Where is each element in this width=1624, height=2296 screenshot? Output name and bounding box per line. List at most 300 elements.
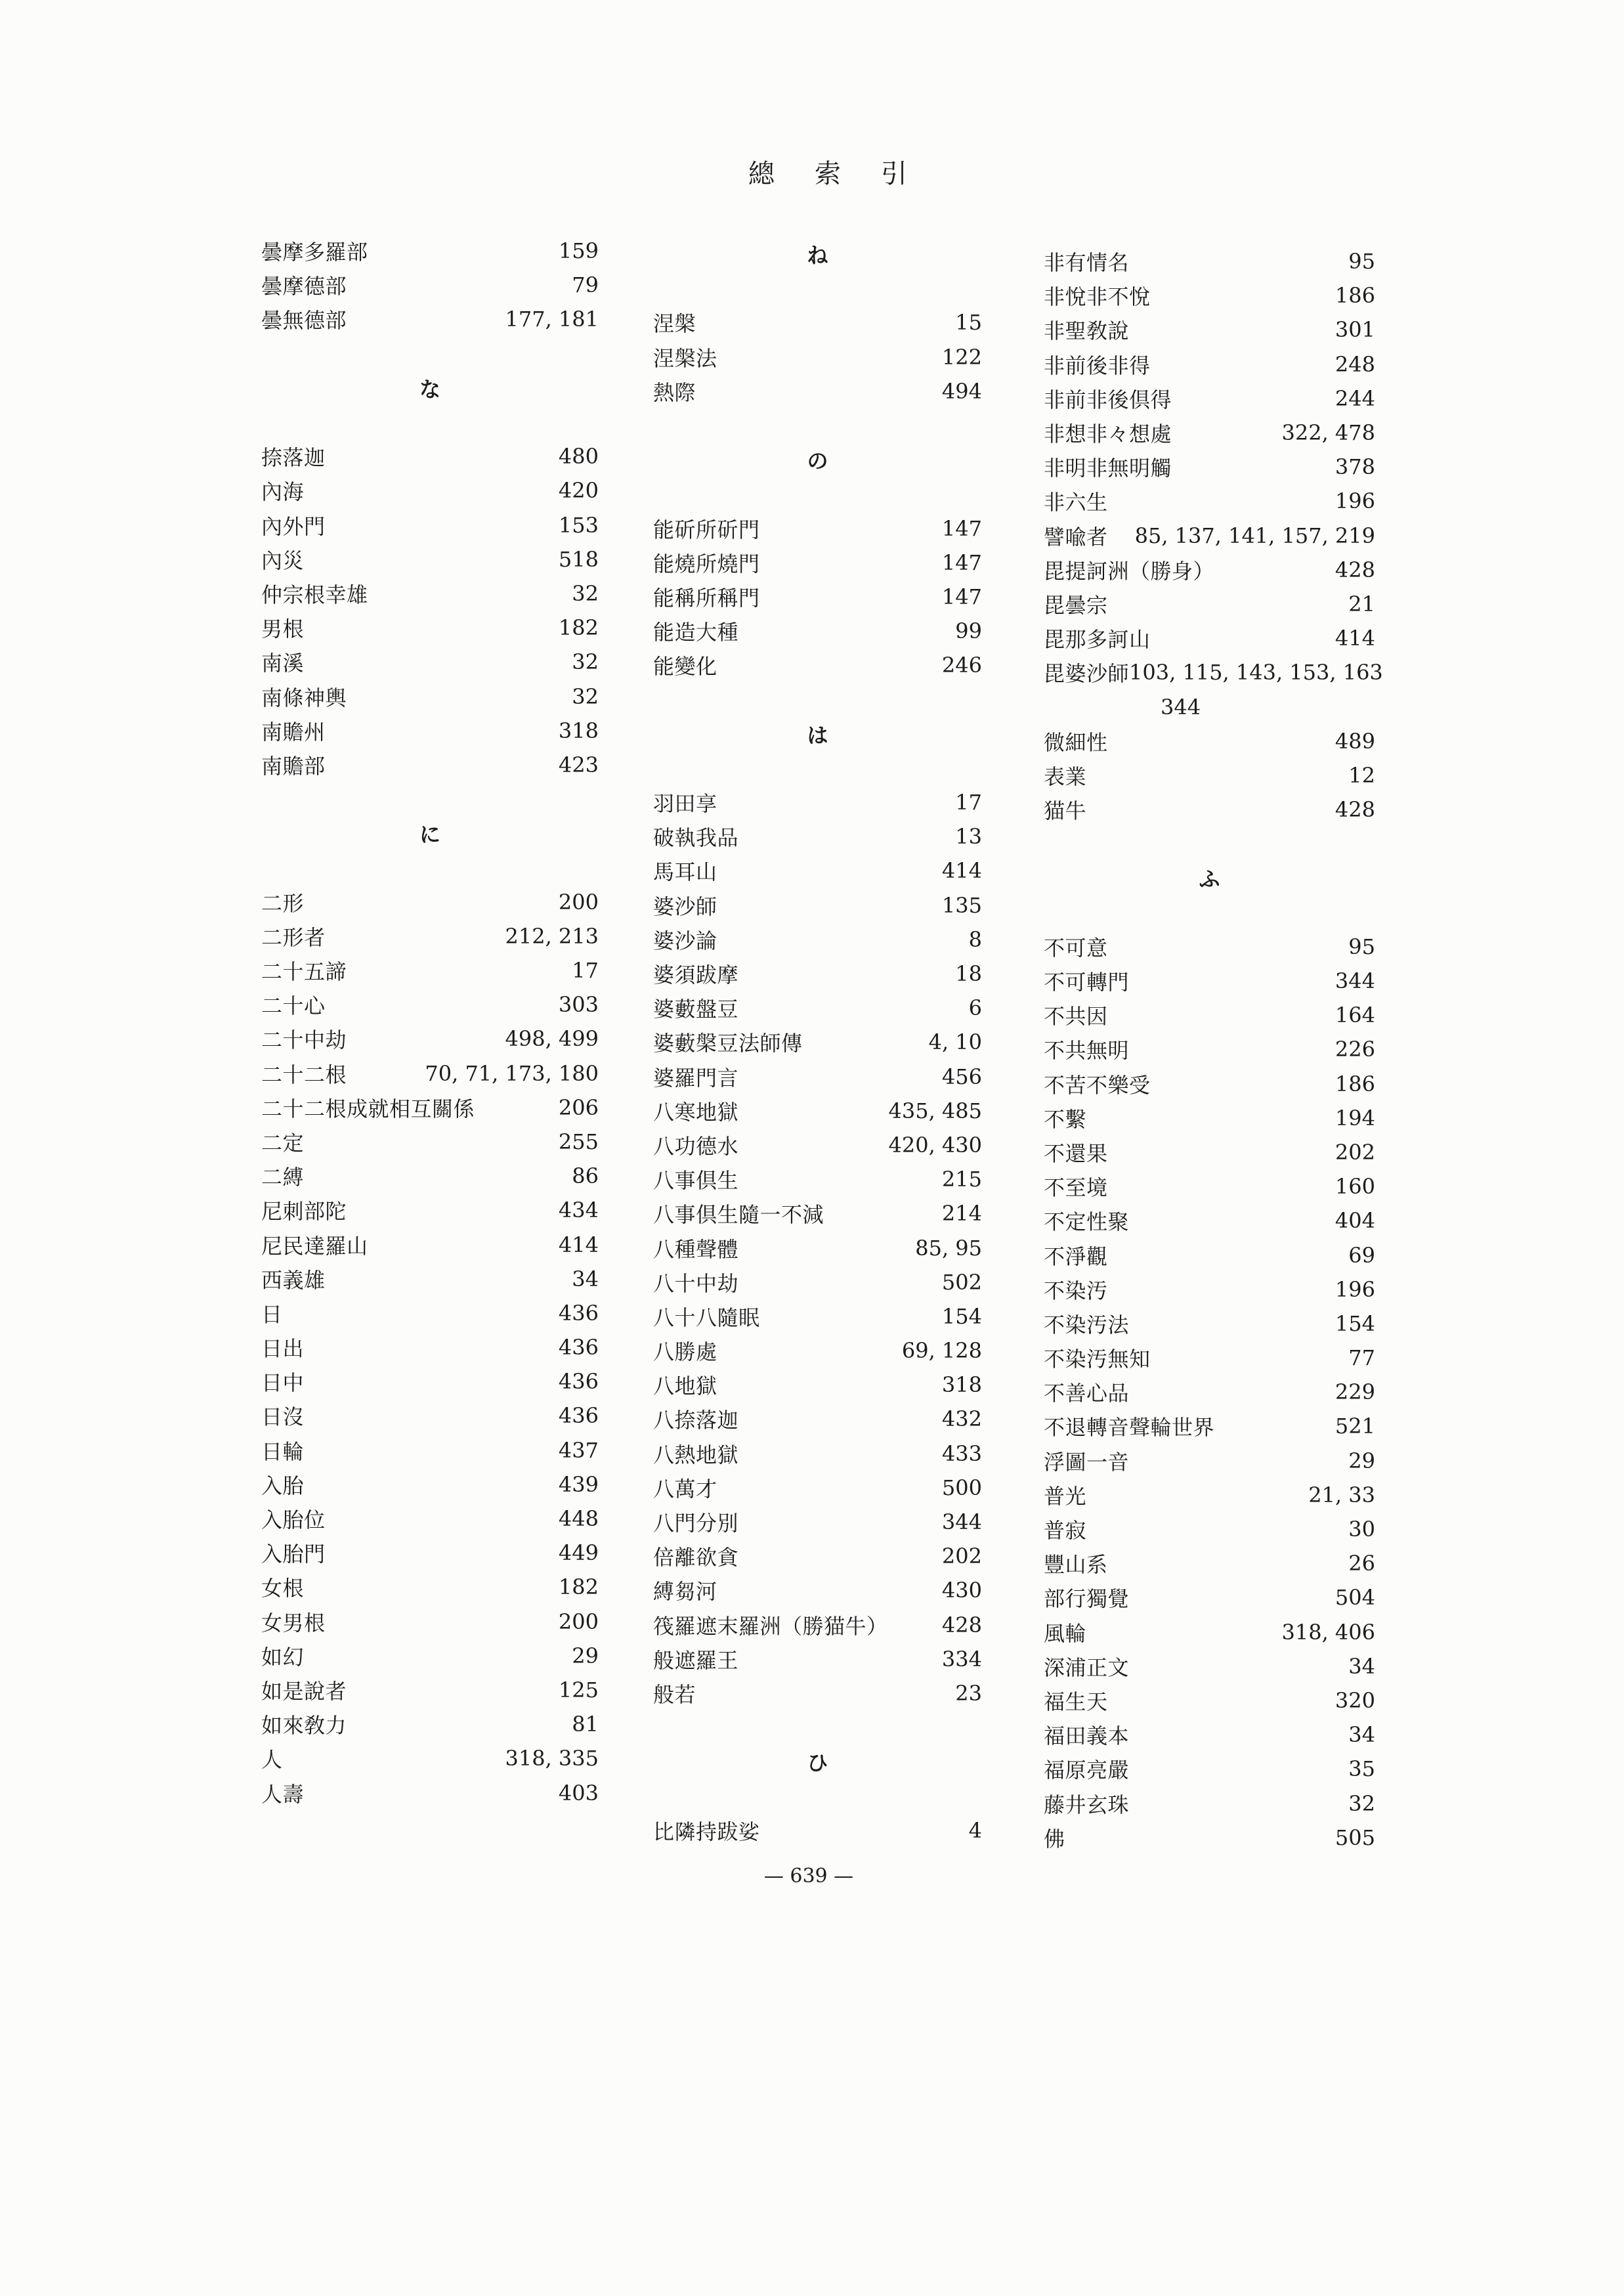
index-page-refs: 177, 181 <box>505 307 599 332</box>
index-entry <box>261 234 599 268</box>
index-entry <box>653 1094 982 1128</box>
index-page-refs: 26 <box>1348 1551 1375 1576</box>
index-term: 普寂 <box>1044 1518 1087 1544</box>
index-page-refs: 18 <box>955 961 982 987</box>
index-entry <box>653 957 982 991</box>
index-page-refs: 212, 213 <box>505 923 599 949</box>
index-page-refs: 318, 335 <box>505 1746 599 1771</box>
index-entry <box>1044 1238 1375 1272</box>
index-entry <box>653 922 982 957</box>
index-entry <box>261 1330 599 1364</box>
index-term: 倍離欲貪 <box>653 1545 739 1570</box>
index-page-refs: 99 <box>955 618 982 644</box>
index-page-refs: 215 <box>941 1167 982 1192</box>
index-term: 八種聲體 <box>653 1236 739 1262</box>
index-page-refs: 480 <box>558 444 599 469</box>
index-term: 馬耳山 <box>653 859 717 885</box>
index-term: 八功德水 <box>653 1133 739 1159</box>
index-entry <box>261 714 599 748</box>
index-entry <box>653 1573 982 1607</box>
index-entry <box>261 1193 599 1227</box>
index-entry <box>1044 1718 1375 1752</box>
index-term: 八熱地獄 <box>653 1442 739 1467</box>
index-entry <box>261 1775 599 1809</box>
index-term: 二定 <box>261 1130 305 1156</box>
index-term: 曇摩德部 <box>261 274 347 299</box>
index-page-refs: 423 <box>558 752 599 777</box>
index-page-refs: 17 <box>572 958 599 984</box>
index-entry <box>653 1437 982 1471</box>
index-entry <box>653 1333 982 1368</box>
index-term: 涅槃 <box>653 311 696 337</box>
index-term: 二十心 <box>261 993 326 1019</box>
index-page-refs: 34 <box>1348 1653 1375 1679</box>
index-page-refs: 21, 33 <box>1308 1482 1375 1507</box>
index-term: 尼刺部陀 <box>261 1199 347 1224</box>
index-term: 婆藪盤豆 <box>653 997 739 1022</box>
index-page-refs: 95 <box>1348 934 1375 959</box>
index-page-refs: 436 <box>558 1369 599 1395</box>
index-page-refs: 196 <box>1335 1276 1375 1302</box>
index-term: 不苦不樂受 <box>1044 1072 1151 1098</box>
index-term: 毘提訶洲（勝身） <box>1044 558 1215 584</box>
index-page-refs: 34 <box>572 1266 599 1291</box>
index-page-refs: 95 <box>1348 249 1375 274</box>
index-term: 二十二根 <box>261 1062 347 1087</box>
index-term: 西義雄 <box>261 1267 326 1293</box>
index-term: 不共無明 <box>1044 1038 1130 1064</box>
index-entry <box>1044 1786 1375 1820</box>
index-page-refs: 32 <box>572 683 599 709</box>
index-page-refs: 86 <box>572 1163 599 1189</box>
index-entry <box>653 546 982 580</box>
index-page-refs: 164 <box>1335 1003 1375 1028</box>
index-page-refs: 147 <box>941 550 982 575</box>
index-page-refs: 69, 128 <box>901 1338 982 1364</box>
index-page-refs: 147 <box>941 515 982 541</box>
index-term: 尼民達羅山 <box>261 1233 368 1259</box>
index-term: 仲宗根幸雄 <box>261 582 368 607</box>
index-entry <box>261 1296 599 1330</box>
index-entry <box>653 1471 982 1505</box>
index-term: 婆沙論 <box>653 928 717 953</box>
index-page-refs: 103, 115, 143, 153, 163 <box>1129 660 1383 685</box>
index-entry <box>1044 1444 1375 1478</box>
index-page-refs: 70, 71, 173, 180 <box>425 1060 599 1086</box>
index-entry <box>653 340 982 374</box>
index-entry <box>653 991 982 1025</box>
index-page-refs: 194 <box>1335 1105 1375 1131</box>
index-term: 如幻 <box>261 1644 305 1670</box>
index-entry <box>653 1402 982 1436</box>
index-entry <box>1044 450 1375 484</box>
index-term: 般遮羅王 <box>653 1647 739 1673</box>
index-term: 不染汚法 <box>1044 1312 1130 1337</box>
index-term: 不淨觀 <box>1044 1244 1108 1269</box>
index-entry <box>1044 1169 1375 1203</box>
index-page-refs: 153 <box>558 512 599 538</box>
index-page-refs: 154 <box>941 1303 982 1329</box>
index-term: 不可轉門 <box>1044 970 1130 995</box>
index-term: 福田義本 <box>1044 1723 1130 1749</box>
index-page-refs: 4 <box>968 1817 982 1843</box>
index-term: 藤井玄珠 <box>1044 1792 1130 1817</box>
index-page-refs: 229 <box>1335 1379 1375 1405</box>
index-term: 二十五諦 <box>261 959 347 985</box>
index-entry <box>1044 244 1375 278</box>
index-term: 能燒所燒門 <box>653 551 760 576</box>
index-entry <box>1044 381 1375 416</box>
index-term: 八寒地獄 <box>653 1099 739 1125</box>
index-page-refs: 122 <box>941 344 982 370</box>
index-entry <box>261 953 599 987</box>
section-heading: ふ <box>1199 867 1220 892</box>
index-page-refs: 12 <box>1348 762 1375 788</box>
index-entry <box>261 268 599 302</box>
index-entry <box>653 614 982 648</box>
index-page-refs: 23 <box>955 1680 982 1706</box>
index-entry <box>261 542 599 576</box>
index-page-refs: 186 <box>1335 283 1375 309</box>
index-term: 非明非無明觸 <box>1044 456 1172 481</box>
index-page-refs: 135 <box>941 892 982 918</box>
section-heading: な <box>419 376 440 402</box>
index-page-refs: 77 <box>1348 1345 1375 1371</box>
index-page-refs: 434 <box>558 1198 599 1223</box>
index-page-refs: 34 <box>1348 1722 1375 1748</box>
index-page-refs: 8 <box>968 926 982 952</box>
index-term: 非有情名 <box>1044 250 1130 276</box>
index-entry <box>653 1196 982 1230</box>
index-page-refs: 502 <box>941 1269 982 1295</box>
index-page-refs: 498, 499 <box>505 1026 599 1052</box>
index-page-refs: 320 <box>1335 1687 1375 1713</box>
index-page-refs: 244 <box>1335 385 1375 411</box>
index-term: 女男根 <box>261 1610 326 1635</box>
index-term: 男根 <box>261 617 305 642</box>
index-term: 二形 <box>261 890 305 916</box>
index-entry <box>653 1608 982 1642</box>
index-entry <box>261 1467 599 1502</box>
index-page-refs: 32 <box>1348 1790 1375 1816</box>
index-page-refs: 4, 10 <box>928 1029 982 1055</box>
index-term: 不繫 <box>1044 1106 1087 1132</box>
row-spacer <box>261 405 599 439</box>
index-page-refs: 147 <box>941 584 982 609</box>
row-spacer <box>653 1779 982 1813</box>
index-page-refs: 521 <box>1335 1414 1375 1439</box>
index-entry <box>261 1536 599 1570</box>
index-entry <box>261 1741 599 1775</box>
index-term: 毘曇宗 <box>1044 592 1108 618</box>
index-term: 八地獄 <box>653 1374 717 1399</box>
index-page-refs: 436 <box>558 1335 599 1360</box>
index-term: 日沒 <box>261 1404 305 1430</box>
index-entry <box>653 1813 982 1848</box>
index-term: 婆沙師 <box>653 894 717 919</box>
index-page-refs: 200 <box>558 1609 599 1634</box>
index-entry <box>653 888 982 922</box>
index-entry <box>1044 792 1375 827</box>
section-heading: ひ <box>807 1750 828 1776</box>
index-page-refs: 433 <box>941 1440 982 1466</box>
index-entry <box>261 919 599 953</box>
index-term: 內外門 <box>261 513 326 539</box>
index-entry <box>1044 621 1375 655</box>
index-page-refs: 436 <box>558 1403 599 1429</box>
index-entry <box>1044 278 1375 313</box>
index-page-refs: 318 <box>558 718 599 743</box>
index-entry <box>261 987 599 1022</box>
index-term: 內海 <box>261 479 305 505</box>
row-spacer <box>653 477 982 511</box>
index-entry <box>1044 1478 1375 1512</box>
index-entry <box>653 1128 982 1162</box>
index-term: 不至境 <box>1044 1175 1108 1201</box>
index-entry <box>1044 313 1375 347</box>
index-page-refs: 448 <box>558 1506 599 1532</box>
index-term: 南贍州 <box>261 719 326 745</box>
index-entry <box>261 1364 599 1398</box>
row-spacer <box>653 271 982 305</box>
index-term: 婆須跋摩 <box>653 963 739 988</box>
index-page-refs: 505 <box>1335 1825 1375 1850</box>
index-term: 南條神輿 <box>261 685 347 710</box>
index-entry <box>653 1505 982 1539</box>
index-term: 捺落迦 <box>261 445 326 471</box>
index-term: 非前非後倶得 <box>1044 387 1172 412</box>
index-page-refs: 428 <box>1335 797 1375 823</box>
index-page-refs: 428 <box>941 1612 982 1637</box>
index-page-refs: 214 <box>941 1201 982 1226</box>
index-entry <box>1044 1580 1375 1614</box>
index-entry <box>261 439 599 473</box>
index-entry <box>261 1227 599 1261</box>
index-term: 不退轉音聲輪世界 <box>1044 1415 1215 1440</box>
index-entry <box>1044 1135 1375 1169</box>
index-term: 羽田享 <box>653 791 717 817</box>
index-entry <box>1044 1615 1375 1649</box>
index-entry <box>261 645 599 679</box>
index-term: 內災 <box>261 548 305 573</box>
index-entry <box>1044 930 1375 964</box>
index-term: 猫牛 <box>1044 798 1087 824</box>
index-page-refs: 17 <box>955 790 982 815</box>
index-term: 佛 <box>1044 1826 1065 1852</box>
index-page-refs: 15 <box>955 310 982 336</box>
index-term: 八門分別 <box>653 1511 739 1536</box>
index-term: 八十中劫 <box>653 1270 739 1296</box>
index-term: 如是說者 <box>261 1678 347 1704</box>
index-entry <box>261 508 599 542</box>
index-entry <box>261 302 599 336</box>
index-page-refs: 186 <box>1335 1071 1375 1096</box>
index-term: 破執我品 <box>653 825 739 851</box>
index-term: 八勝處 <box>653 1339 717 1365</box>
index-entry <box>1044 1341 1375 1375</box>
index-entry <box>261 1433 599 1467</box>
index-entry <box>653 1265 982 1299</box>
index-page-refs: 403 <box>558 1780 599 1806</box>
index-term: 毘那多訶山 <box>1044 627 1151 653</box>
row-spacer <box>261 782 599 816</box>
index-page-refs: 69 <box>1348 1242 1375 1268</box>
index-entry <box>1044 1032 1375 1066</box>
index-page-refs: 318 <box>941 1372 982 1398</box>
index-term: 不善心品 <box>1044 1381 1130 1406</box>
index-page-refs: 200 <box>558 889 599 915</box>
row-spacer <box>653 682 982 716</box>
index-term: 不可意 <box>1044 935 1108 961</box>
index-entry <box>261 1707 599 1741</box>
index-term: 不定性聚 <box>1044 1209 1130 1235</box>
index-page-refs: 439 <box>558 1471 599 1497</box>
index-term: 毘婆沙師 <box>1044 661 1130 687</box>
index-page-refs: 344 <box>1335 968 1375 994</box>
index-page-refs: 160 <box>1335 1174 1375 1200</box>
index-entry <box>1044 1683 1375 1718</box>
index-page-refs: 518 <box>558 546 599 572</box>
section-heading: は <box>807 722 828 748</box>
index-term: 非想非々想處 <box>1044 422 1172 447</box>
section-heading: ね <box>807 243 828 269</box>
index-entry <box>261 679 599 713</box>
index-page-refs: 303 <box>558 992 599 1018</box>
index-page-refs: 30 <box>1348 1517 1375 1542</box>
row-spacer <box>653 408 982 443</box>
index-page-refs: 322, 478 <box>1281 420 1375 446</box>
index-entry <box>653 819 982 854</box>
index-entry <box>1044 1649 1375 1683</box>
index-entry <box>1044 416 1375 450</box>
index-entry <box>261 1673 599 1707</box>
index-term: 二十中劫 <box>261 1028 347 1053</box>
index-column-right <box>1044 244 1383 1855</box>
index-term: 曇摩多羅部 <box>261 240 368 265</box>
index-entry <box>1044 347 1375 381</box>
row-spacer <box>1044 827 1375 861</box>
index-entry <box>261 473 599 508</box>
row-spacer <box>653 1710 982 1744</box>
index-page-refs: 206 <box>558 1094 599 1120</box>
page-title: 總索引 <box>748 159 947 189</box>
index-term: 二十二根成就相互關係 <box>261 1096 475 1121</box>
index-page-refs: 29 <box>1348 1448 1375 1473</box>
index-entry <box>1044 724 1375 758</box>
index-term: 不染汚無知 <box>1044 1347 1151 1372</box>
index-entry <box>261 1639 599 1673</box>
index-entry <box>1044 655 1383 689</box>
index-page-refs: 432 <box>941 1406 982 1432</box>
index-page-refs: 301 <box>1335 317 1375 343</box>
index-entry-continuation <box>1044 689 1375 724</box>
index-page-refs: 246 <box>941 653 982 678</box>
index-term: 微細性 <box>1044 729 1108 755</box>
index-entry <box>1044 1512 1375 1546</box>
index-page-refs: 182 <box>558 615 599 641</box>
index-term: 部行獨覺 <box>1044 1586 1130 1612</box>
index-page-refs: 35 <box>1348 1756 1375 1782</box>
row-spacer <box>1044 896 1375 930</box>
index-term: 能造大種 <box>653 620 739 645</box>
index-entry <box>653 854 982 888</box>
index-term: 不染汚 <box>1044 1278 1108 1303</box>
index-page-refs: 29 <box>572 1643 599 1668</box>
index-entry <box>653 1230 982 1265</box>
index-entry <box>261 1605 599 1639</box>
index-entry <box>1044 484 1375 518</box>
index-entry <box>653 1368 982 1402</box>
index-term: 入胎位 <box>261 1507 326 1533</box>
index-entry <box>653 511 982 546</box>
index-page-refs: 504 <box>1335 1585 1375 1611</box>
index-page-refs: 344 <box>1161 694 1201 720</box>
index-entry <box>1044 1752 1375 1786</box>
index-entry <box>261 1091 599 1125</box>
index-page-refs: 430 <box>941 1578 982 1603</box>
index-entry <box>653 1299 982 1333</box>
index-entry <box>1044 998 1375 1032</box>
index-term: 豐山系 <box>1044 1552 1108 1578</box>
index-term: 縛芻河 <box>653 1579 717 1605</box>
index-term: 女根 <box>261 1576 305 1601</box>
index-term: 曇無德部 <box>261 308 347 334</box>
index-entry <box>653 305 982 339</box>
index-page-refs: 21 <box>1348 591 1375 617</box>
index-entry <box>261 1125 599 1159</box>
index-term: 非前後非得 <box>1044 353 1151 378</box>
index-page-refs: 226 <box>1335 1037 1375 1062</box>
index-term: 不還果 <box>1044 1140 1108 1166</box>
index-term: 不共因 <box>1044 1004 1108 1029</box>
index-entry <box>261 748 599 782</box>
index-term: 日輪 <box>261 1439 305 1464</box>
index-page-refs: 428 <box>1335 557 1375 582</box>
row-spacer <box>261 337 599 371</box>
index-page-refs: 85, 137, 141, 157, 219 <box>1134 523 1375 548</box>
index-page-refs: 500 <box>941 1475 982 1500</box>
index-term: 二形者 <box>261 924 326 950</box>
row-spacer <box>653 751 982 785</box>
index-entry <box>1044 519 1375 553</box>
index-term: 如來敎力 <box>261 1713 347 1739</box>
index-page-refs: 436 <box>558 1300 599 1326</box>
index-entry <box>1044 1307 1375 1341</box>
index-page-refs: 79 <box>572 272 599 298</box>
index-term: 八事倶生隨一不減 <box>653 1202 824 1228</box>
index-entry <box>261 1056 599 1091</box>
index-entry <box>261 1570 599 1604</box>
index-term: 表業 <box>1044 764 1087 789</box>
index-page-refs: 6 <box>968 995 982 1021</box>
index-page-refs: 414 <box>558 1232 599 1257</box>
section-heading: の <box>807 448 828 474</box>
index-entry <box>653 648 982 682</box>
index-entry <box>653 1162 982 1196</box>
index-entry <box>1044 587 1375 621</box>
index-entry <box>1044 1272 1375 1307</box>
index-term: 能斫所斫門 <box>653 517 760 542</box>
index-entry <box>261 1502 599 1536</box>
index-page-refs: 196 <box>1335 488 1375 514</box>
index-page-refs: 494 <box>941 378 982 404</box>
index-term: 比隣持跋娑 <box>653 1819 760 1844</box>
index-page-refs: 318, 406 <box>1281 1619 1375 1645</box>
index-term: 風輪 <box>1044 1620 1087 1646</box>
index-page-refs: 85, 95 <box>915 1235 982 1261</box>
index-term: 浮圖一音 <box>1044 1449 1130 1475</box>
index-term: 八萬才 <box>653 1476 717 1502</box>
